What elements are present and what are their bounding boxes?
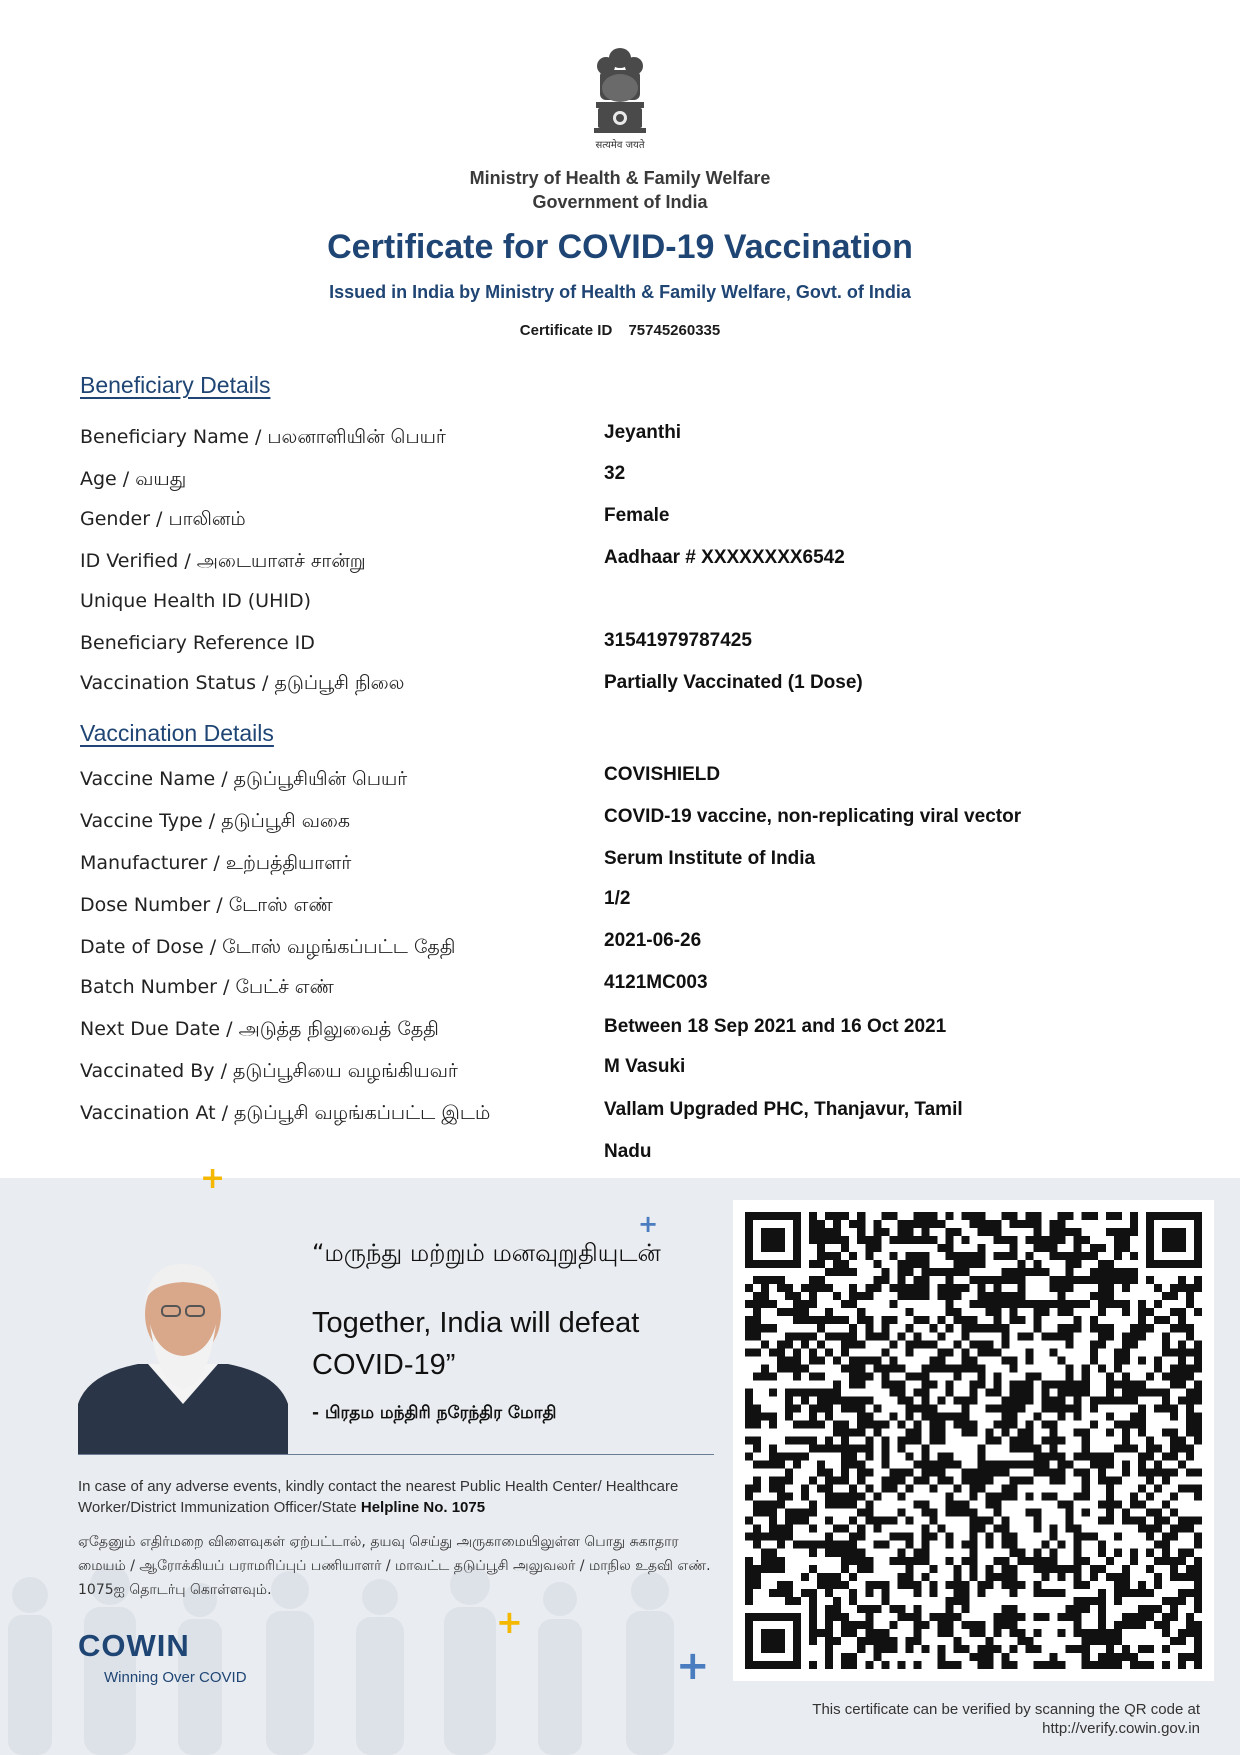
age-label: Age / வயது bbox=[80, 468, 187, 490]
verification-note-line1: This certificate can be verified by scanning the QR code at bbox=[812, 1701, 1200, 1718]
date-of-dose-label: Date of Dose / டோஸ் வழங்கப்பட்ட தேதி bbox=[80, 936, 456, 958]
yellow-plus-icon: + bbox=[200, 1161, 226, 1196]
blue-plus-icon: + bbox=[676, 1643, 710, 1689]
verification-url: http://verify.cowin.gov.in bbox=[1042, 1720, 1200, 1737]
certificate-subtitle: Issued in India by Ministry of Health & Family Welfare, Govt. of India bbox=[329, 282, 911, 302]
blue-plus-icon: + bbox=[638, 1210, 659, 1238]
verification-qr-code bbox=[733, 1200, 1214, 1681]
uhid-label: Unique Health ID (UHID) bbox=[80, 590, 312, 612]
manufacturer-value: Serum Institute of India bbox=[604, 848, 816, 869]
vaccine-type-label: Vaccine Type / தடுப்பூசி வகை bbox=[80, 810, 351, 832]
adverse-events-notice bbox=[78, 1476, 718, 1518]
helpline-number: Helpline No. 1075 bbox=[360, 1499, 486, 1516]
yellow-plus-icon: + bbox=[496, 1603, 523, 1641]
quote-tamil: “மருந்து மற்றும் மனவுறுதியுடன் bbox=[312, 1239, 661, 1267]
cowin-logo: COWIN bbox=[78, 1628, 190, 1663]
gender-label: Gender / பாலினம் bbox=[80, 508, 246, 530]
adverse-events-text: In case of any adverse events, kindly contact the nearest Public Health Center/ Healthcare Worker/District Immunization Officer/State bbox=[78, 1478, 679, 1516]
id-verified-value: Aadhaar # XXXXXXXX6542 bbox=[604, 547, 845, 568]
quote-english: Together, India will defeat COVID-19” bbox=[312, 1307, 640, 1381]
reference-id-label: Beneficiary Reference ID bbox=[80, 632, 315, 654]
certificate-title: Certificate for COVID-19 Vaccination bbox=[327, 228, 913, 266]
id-verified-label: ID Verified / அடையாளச் சான்று bbox=[80, 550, 366, 572]
ministry-name: Ministry of Health & Family Welfare bbox=[469, 168, 771, 188]
vaccinated-by-label: Vaccinated By / தடுப்பூசியை வழங்கியவர் bbox=[80, 1060, 458, 1082]
vaccination-status-value: Partially Vaccinated (1 Dose) bbox=[604, 672, 863, 693]
reference-id-value: 31541979787425 bbox=[604, 630, 752, 651]
government-name: Government of India bbox=[532, 192, 708, 212]
prime-minister-portrait bbox=[78, 1254, 288, 1454]
age-value: 32 bbox=[604, 463, 626, 484]
dose-number-value: 1/2 bbox=[604, 888, 631, 909]
vaccination-status-label: Vaccination Status / தடுப்பூசி நிலை bbox=[80, 672, 405, 694]
quote-attribution: - பிரதம மந்திரி நரேந்திர மோதி bbox=[312, 1403, 557, 1423]
national-emblem-icon bbox=[586, 44, 654, 156]
vaccine-name-value: COVISHIELD bbox=[604, 764, 721, 785]
vaccine-name-label: Vaccine Name / தடுப்பூசியின் பெயர் bbox=[80, 768, 408, 790]
gender-value: Female bbox=[604, 505, 670, 526]
batch-number-value: 4121MC003 bbox=[604, 972, 708, 993]
beneficiary-details-heading: Beneficiary Details bbox=[80, 372, 271, 398]
vaccinated-by-value: M Vasuki bbox=[604, 1056, 686, 1077]
certificate-id-line bbox=[0, 322, 1240, 339]
batch-number-label: Batch Number / பேட்ச் எண் bbox=[80, 976, 334, 998]
certificate-id-value: 75745260335 bbox=[628, 322, 721, 339]
vaccination-at-value: Vallam Upgraded PHC, Thanjavur, Tamil Nadu bbox=[604, 1099, 963, 1162]
adverse-events-notice-tamil: ஏதேனும் எதிர்மறை விளைவுகள் ஏற்பட்டால், தயவு செய்து அருகாமையிலுள்ள பொது சுகாதார மையம் / ஆரோக்கியப் பராமரிப்புப் பணியாளர் / மாவட்ட தடுப்பூசி அலுவலர் / மாநில உதவி எண். 1075ஐ தொடர்பு கொள்ளவும். bbox=[78, 1534, 711, 1598]
beneficiary-name-value: Jeyanthi bbox=[604, 422, 682, 443]
cowin-tagline: Winning Over COVID bbox=[104, 1669, 247, 1686]
next-due-date-value: Between 18 Sep 2021 and 16 Oct 2021 bbox=[604, 1016, 947, 1037]
svg-text:सत्यमेव जयते: सत्यमेव जयते bbox=[595, 140, 645, 151]
qr-code-icon bbox=[745, 1212, 1202, 1669]
manufacturer-label: Manufacturer / உற்பத்தியாளர் bbox=[80, 852, 352, 874]
vaccine-type-value: COVID-19 vaccine, non-replicating viral vector bbox=[604, 806, 1022, 827]
certificate-id-label: Certificate ID bbox=[519, 322, 613, 339]
vaccination-details-heading: Vaccination Details bbox=[80, 720, 274, 746]
dose-number-label: Dose Number / டோஸ் எண் bbox=[80, 894, 333, 916]
next-due-date-label: Next Due Date / அடுத்த நிலுவைத் தேதி bbox=[80, 1018, 439, 1040]
vaccination-at-label: Vaccination At / தடுப்பூசி வழங்கப்பட்ட இடம் bbox=[80, 1102, 491, 1124]
verification-note bbox=[680, 1700, 1200, 1738]
beneficiary-name-label: Beneficiary Name / பலனாளியின் பெயர் bbox=[80, 426, 446, 448]
footer-divider bbox=[78, 1454, 714, 1455]
date-of-dose-value: 2021-06-26 bbox=[604, 930, 702, 951]
